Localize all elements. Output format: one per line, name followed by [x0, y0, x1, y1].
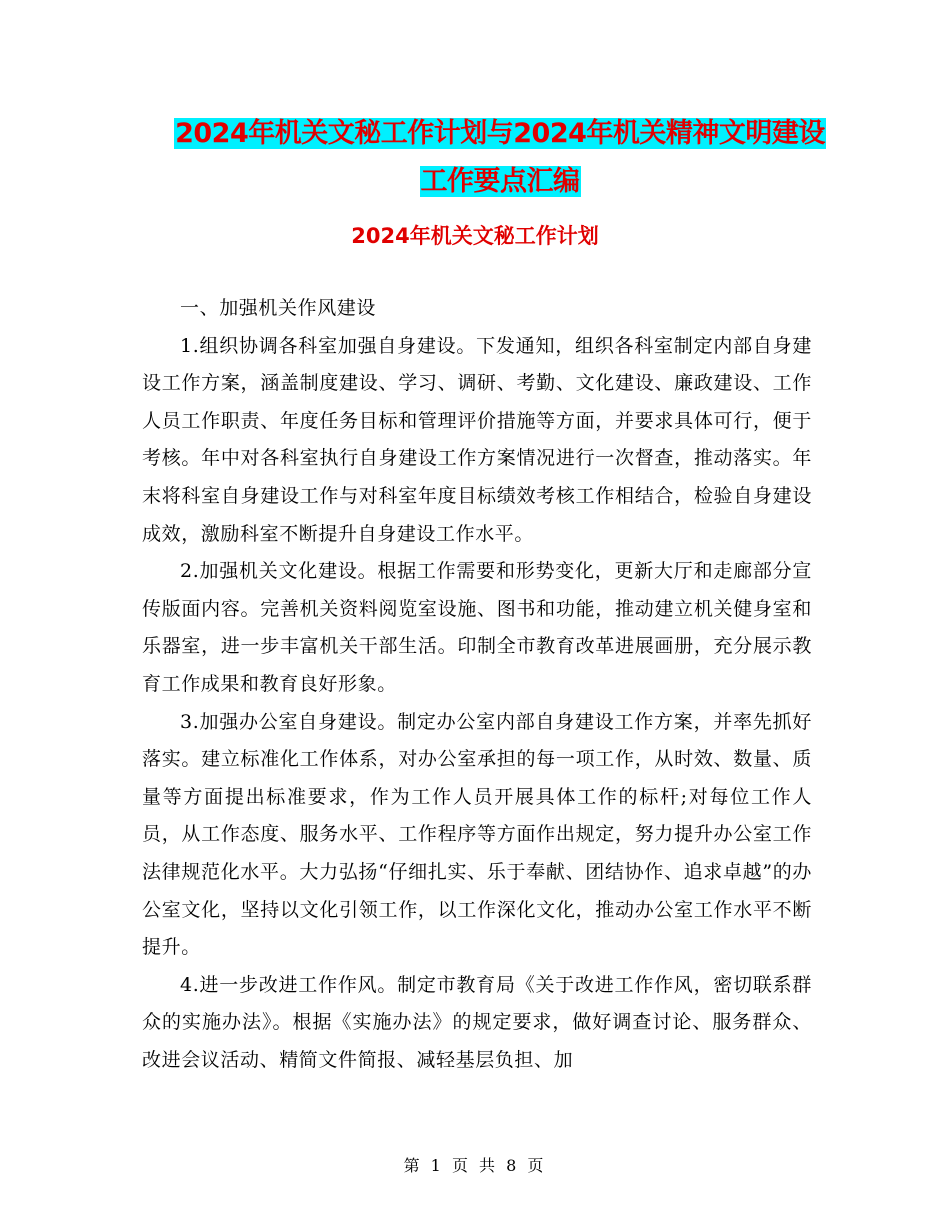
page-footer: 第 1 页 共 8 页 — [403, 1156, 547, 1175]
body-paragraph: 2.加强机关文化建设。根据工作需要和形势变化，更新大厅和走廊部分宣传版面内容。完善机关资料阅览室设施、图书和功能，推动建立机关健身室和乐器室，进一步丰富机关干部生活。印制全市教育改革进展画册，充分展示教育工作成果和教育良好形象。 — [142, 560, 812, 695]
document-body — [142, 290, 812, 1079]
heading-paragraph: 一、加强机关作风建设 — [180, 297, 377, 319]
body-paragraph: 1.组织协调各科室加强自身建设。下发通知，组织各科室制定内部自身建设工作方案，涵盖制度建设、学习、调研、考勤、文化建设、廉政建设、工作人员工作职责、年度任务目标和管理评价措施等方面，并要求具体可行，便于考核。年中对各科室执行自身建设工作方案情况进行一次督查，推动落实。年末将科室自身建设工作与对科室年度目标绩效考核工作相结合，检验自身建设成效，激励科室不断提升自身建设工作水平。 — [142, 334, 812, 545]
document-title-line-1: 2024年机关文秘工作计划与2024年机关精神文明建设 — [175, 118, 825, 149]
document-title-line-2: 工作要点汇编 — [420, 166, 580, 197]
body-paragraph: 3.加强办公室自身建设。制定办公室内部自身建设工作方案，并率先抓好落实。建立标准化工作体系，对办公室承担的每一项工作，从时效、数量、质量等方面提出标准要求，作为工作人员开展具体工作的标杆;对每位工作人员，从工作态度、服务水平、工作程序等方面作出规定，努力提升办公室工作法律规范化水平。大力弘扬“仔细扎实、乐于奉献、团结协作、追求卓越”的办公室文化，坚持以文化引领工作，以工作深化文化，推动办公室工作水平不断提升。 — [142, 710, 812, 959]
section-title: 2024年机关文秘工作计划 — [351, 224, 599, 248]
document-title — [110, 110, 890, 206]
body-paragraph: 4.进一步改进工作作风。制定市教育局《关于改进工作作风，密切联系群众的实施办法》。根据《实施办法》的规定要求，做好调查讨论、服务群众、改进会议活动、精简文件简报、减轻基层负担、加 — [142, 973, 812, 1071]
